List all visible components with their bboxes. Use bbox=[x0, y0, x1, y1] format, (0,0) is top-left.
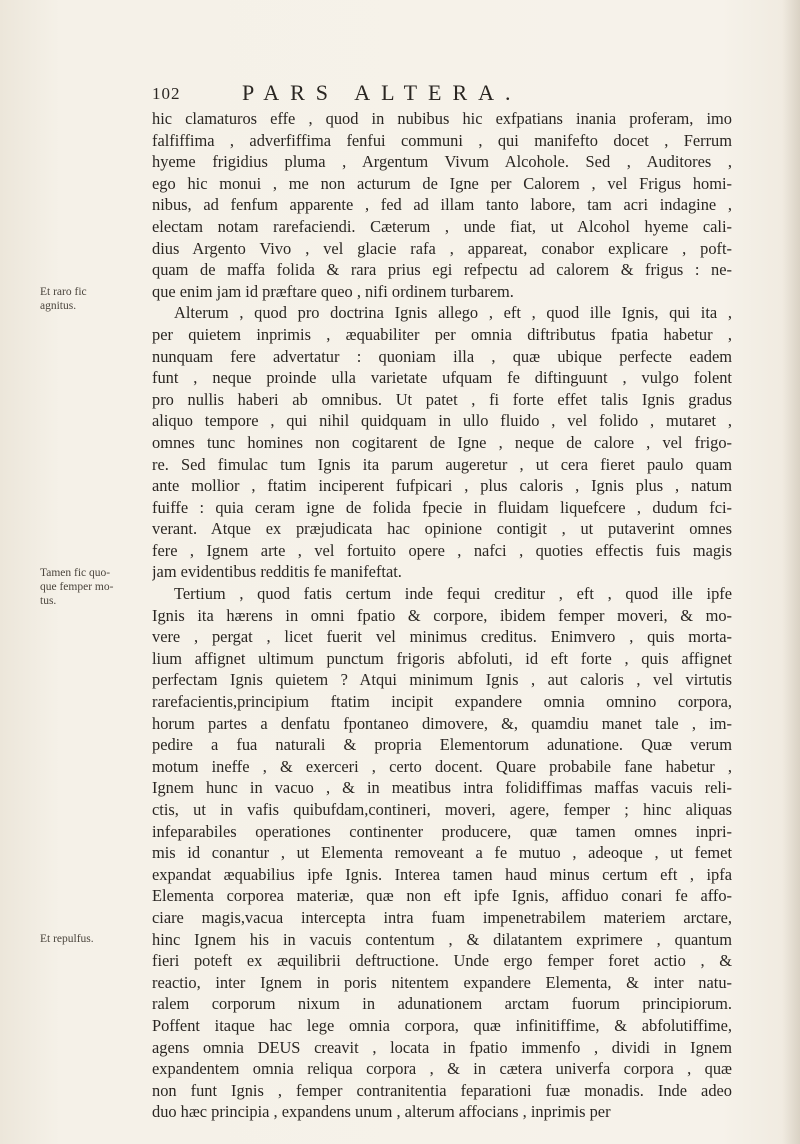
text-line: ctis, ut in vafis quibufdam,contineri, moveri, agere, femper ; hinc aliquas bbox=[152, 800, 732, 819]
text-line: infeparabiles operationes continenter producere, quæ tamen omnes inpri- bbox=[152, 821, 732, 841]
text-line: re. Sed fimulac tum Ignis ita parum augeretur , ut cera fieret paulo quam bbox=[152, 454, 732, 474]
text-line: falfiffima , adverfiffima fenfui communi , qui manifefto docet , Ferrum bbox=[152, 130, 732, 150]
text-line: omnes tunc homines non cogitarent de Igne , neque de calore , vel frigo- bbox=[152, 432, 732, 452]
text-line: vere , pergat , licet fuerit vel minimus creditus. Enimvero , quis morta- bbox=[152, 627, 732, 647]
text-line: Poffent itaque hac lege omnia corpora, quæ infinitiffime, & abfolutiffime, bbox=[152, 1015, 732, 1035]
running-head: PARS ALTERA. bbox=[242, 80, 522, 105]
text-line: Ignis ita hærens in omni fpatio & corpore, ibidem femper moveri, & mo- bbox=[152, 605, 732, 625]
page-number: 102 bbox=[152, 84, 181, 103]
text-line: fieri poteft ex æquilibrii deftructione. Unde ergo femper foret actio , & bbox=[152, 951, 732, 971]
text-line: fere , Ignem arte , vel fortuito opere , nafci , quoties effectis fuis magis bbox=[152, 540, 732, 560]
text-line: nibus, ad fenfum apparente , fed ad illam tanto labore, tam acri indagine , bbox=[152, 195, 732, 215]
body-text bbox=[152, 108, 732, 1123]
margin-note-line: Tamen fic quo- bbox=[40, 567, 111, 579]
text-line: perfectam Ignis quietem ? Atqui minimum Ignis , aut caloris , vel virtutis bbox=[152, 670, 732, 690]
text-line: mis id conantur , ut Elementa removeant a fe mutuo , adeoque , ut femet bbox=[152, 843, 732, 863]
text-line: hic clamaturos effe , quod in nubibus hic exfpatians inania proferam, imo bbox=[152, 109, 732, 128]
text-line: motum ineffe , & exerceri , certo docent. Quare probabile fane habetur , bbox=[152, 756, 732, 776]
page-header bbox=[152, 80, 732, 106]
text-line: ciare magis,vacua intercepta intra fuam impenetrabilem materiem arctare, bbox=[152, 907, 732, 927]
text-line: fuiffe : quia ceram igne de folida fpecie in fluidam liquefcere , dudum fci- bbox=[152, 497, 732, 517]
text-line: verant. Atque ex præjudicata hac opinione contigit , ut putaverint omnes bbox=[152, 519, 732, 539]
margin-note bbox=[40, 932, 144, 946]
margin-note bbox=[40, 566, 144, 608]
margin-note-line: tus. bbox=[40, 595, 57, 607]
margin-note-line: Et raro fic bbox=[40, 286, 87, 298]
text-line: pedire a fua naturali & propria Elementorum adunatione. Quæ verum bbox=[152, 735, 732, 755]
text-line: nunquam fere advertatur : quoniam illa , quæ ubique perfecte eadem bbox=[152, 346, 732, 366]
paragraph bbox=[152, 108, 732, 302]
text-line: agens omnia DEUS creavit , locata in fpatio immenfo , dividi in Ignem bbox=[152, 1037, 732, 1057]
text-line: ralem corporum nixum in adunationem arctam fuorum principiorum. bbox=[152, 994, 732, 1014]
text-line: ego hic monui , me non acturum de Igne per Calorem , vel Frigus homi- bbox=[152, 173, 732, 193]
text-line: hyeme frigidius pluma , Argentum Vivum Alcohole. Sed , Auditores , bbox=[152, 152, 732, 172]
text-line: electam notam rarefaciendi. Cæterum , unde fiat, ut Alcohol hyeme cali- bbox=[152, 216, 732, 236]
text-line: jam evidentibus redditis fe manifeftat. bbox=[152, 562, 402, 582]
margin-note-line: Et repulfus. bbox=[40, 933, 94, 945]
text-line: quam de maffa folida & rara prius egi refpectu ad calorem & frigus : ne- bbox=[152, 260, 732, 280]
text-line: ante mollior , ftatim inciperent fufpicari , plus caloris , Ignis plus , natum bbox=[152, 476, 732, 496]
text-line: expandat æquabilius ipfe Ignis. Interea tamen haud minus certum eft , ipfa bbox=[152, 864, 732, 884]
text-line: funt , neque proinde ulla varietate ufquam fe diftinguunt , vulgo folent bbox=[152, 368, 732, 388]
margin-note-line: agnitus. bbox=[40, 300, 77, 312]
text-line: reactio, inter Ignem in poris nitentem expandere Elementa, & inter natu- bbox=[152, 972, 732, 992]
text-line: expandentem omnia reliqua corpora , & in cætera univerfa corpora , quæ bbox=[152, 1059, 732, 1079]
text-line: hinc Ignem his in vacuis contentum , & dilatantem exprimere , quantum bbox=[152, 929, 732, 949]
text-line: Tertium , quod fatis certum inde fequi creditur , eft , quod ille ipfe bbox=[174, 584, 732, 604]
text-line: dius Argento Vivo , vel glacie rafa , appareat, conabor explicare , poft- bbox=[152, 238, 732, 258]
text-line: horum partes a denfatu fpontaneo dimovere, &, quamdiu manet tale , im- bbox=[152, 713, 732, 733]
text-line: Elementa corporea materiæ, quæ non eft ipfe Ignis, affiduo conari fe affo- bbox=[152, 886, 732, 906]
text-line: per quietem inprimis , æquabiliter per omnia diftributus fpatia habetur , bbox=[152, 324, 732, 344]
spine-shadow bbox=[782, 0, 800, 1144]
margin-note-line: que femper mo- bbox=[40, 581, 114, 593]
text-line: lium affignet ultimum punctum frigoris abfoluti, id eft forte , quis affignet bbox=[152, 648, 732, 668]
text-line: aliquo tempore , qui nihil quidquam in ullo fluido , vel folido , mutaret , bbox=[152, 411, 732, 431]
text-line: non funt Ignis , femper contranitentia feparationi fuæ monadis. Inde adeo bbox=[152, 1080, 732, 1100]
text-line: pro nullis haberi ab omnibus. Ut patet , fi forte effet talis Ignis gradus bbox=[152, 389, 732, 409]
paragraph bbox=[152, 583, 732, 1123]
text-line: que enim jam id præftare queo , nifi ordinem turbarem. bbox=[152, 281, 514, 301]
text-line: Ignem hunc in vacuo , & in meatibus intra folidiffimas maffas vacuis reli- bbox=[152, 778, 732, 798]
margin-note bbox=[40, 285, 144, 313]
paragraph bbox=[152, 302, 732, 583]
text-line: duo hæc principia , expandens unum , alterum affocians , inprimis per bbox=[152, 1102, 611, 1122]
text-line: rarefacientis,principium ftatim incipit expandere omnia omnino corpora, bbox=[152, 692, 732, 712]
text-line: Alterum , quod pro doctrina Ignis allego , eft , quod ille Ignis, qui ita , bbox=[174, 303, 732, 323]
